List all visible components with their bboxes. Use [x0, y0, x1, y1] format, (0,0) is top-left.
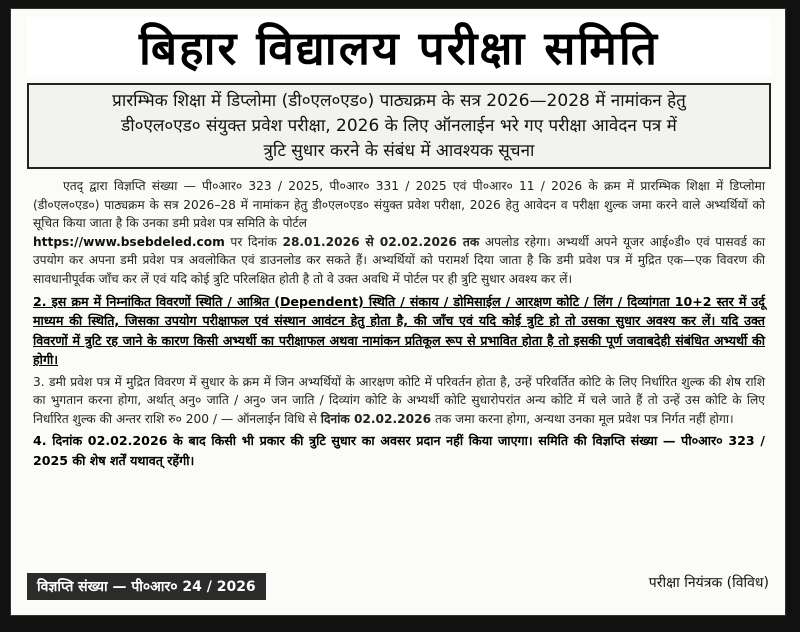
masthead	[27, 17, 771, 77]
paragraph-3-text-b: तक जमा करना होगा, अन्यथा उनका मूल प्रवेश पत्र निर्गत नहीं होगा।	[434, 411, 734, 426]
paragraph-2: 2. इस क्रम में निम्नांकित विवरणों स्थिति / आश्रित (Dependent) स्थिति / संकाय / डोमिसाईल / आरक्षण कोटि / लिंग / दिव्यांगता 10+2 स्तर में उर्दू माध्यम की स्थिति, जिसका उपयोग परीक्षाफल एवं संस्थान आवंटन हेतु होता है, की जाँच एवं यदि कोई त्रुटि हो तो उसका सुधार अवश्य कर लें। यदि उक्त विवरणों में त्रुटि रह जाने के कारण किसी अभ्यर्थी का परीक्षाफल अथवा नामांकन प्रतिकूल रूप से प्रभावित होता है तो इसकी पूर्ण जवाबदेही संबंधित अभ्यर्थी की होगी।	[33, 293, 765, 368]
paragraph-1-text-a: एतद् द्वारा विज्ञप्ति संख्या — पी०आर० 323 / 2025, पी०आर० 331 / 2025 एवं पी०आर० 11 / 2026 के क्रम में प्रारम्भिक शिक्षा में डिप्लोमा (डी०एल०एड०) पाठ्यक्रम के सत्र 2026–28 में नामांकन हेतु डी०एल०एड० संयुक्त प्रवेश परीक्षा, 2026 हेतु आवेदन व परीक्षा शुल्क जमा करने वाले अभ्यर्थियों को सूचित किया जाता है कि उनका डमी प्रवेश पत्र समिति के पोर्टल	[33, 179, 765, 231]
notice-document	[10, 8, 786, 616]
title-line-3: त्रुटि सुधार करने के संबंध में आवश्यक सूचना	[263, 140, 535, 161]
payment-date: दिनांक 02.02.2026	[320, 411, 432, 426]
paragraph-1	[33, 177, 765, 289]
paragraph-1-text-c: अपलोड रहेगा। अभ्यर्थी अपने यूजर आई०डी० एवं पासवर्ड का उपयोग कर अपना डमी प्रवेश पत्र अवलोकित एवं डाउनलोड कर सकते हैं। अभ्यर्थियों को परामर्श दिया जाता है कि डमी प्रवेश पत्र में मुद्रित एक—एक विवरण की सावधानीपूर्वक जाँच कर लें एवं यदि कोई त्रुटि परिलक्षित होती है तो वे उक्त अवधि में पोर्टल पर ही त्रुटि सुधार अवश्य कर लें।	[33, 234, 766, 286]
org-name: बिहार विद्यालय परीक्षा समिति	[138, 21, 660, 75]
paragraph-3	[33, 373, 765, 429]
paragraph-3-text-a: 3. डमी प्रवेश पत्र में मुद्रित विवरण में सुधार के क्रम में जिन अभ्यर्थियों के आरक्षण कोटि में परिवर्तन होता है, उन्हें परिवर्तित कोटि के लिए निर्धारित शुल्क की शेष राशि का भुगतान करना होगा, अर्थात् अनु० जाति / अनु० जन जाति / दिव्यांग कोटि के अभ्यर्थी कोटि सुधारोपरांत अन्य कोटि में चले जाते हैं तो उन्हें उस कोटि के लिए निर्धारित शुल्क की अन्तर राशि रु० 200 / — ऑनलाईन विधि से	[33, 374, 765, 426]
notice-body	[33, 177, 765, 473]
paragraph-1-text-b: पर दिनांक	[230, 234, 277, 249]
notice-number: विज्ञप्ति संख्या — पी०आर० 24 / 2026	[27, 573, 266, 600]
upload-dates: 28.01.2026 से 02.02.2026 तक	[282, 234, 480, 249]
notice-title-box	[27, 83, 771, 169]
title-line-1: प्रारम्भिक शिक्षा में डिप्लोमा (डी०एल०एड०) पाठ्यक्रम के सत्र 2026—2028 में नामांकन हेतु	[112, 90, 686, 111]
notice-title	[102, 89, 696, 164]
signatory: परीक्षा नियंत्रक (विविध)	[648, 575, 769, 591]
title-line-2: डी०एल०एड० संयुक्त प्रवेश परीक्षा, 2026 के लिए ऑनलाईन भरे गए परीक्षा आवेदन पत्र में	[121, 115, 677, 136]
portal-link[interactable]: https://www.bsebdeled.com	[33, 234, 225, 249]
paragraph-4: 4. दिनांक 02.02.2026 के बाद किसी भी प्रकार की त्रुटि सुधार का अवसर प्रदान नहीं किया जाएगा। समिति की विज्ञप्ति संख्या — पी०आर० 323 / 2025 की शेष शर्तें यथावत् रहेंगी।	[33, 433, 765, 468]
notice-footer	[27, 569, 771, 603]
